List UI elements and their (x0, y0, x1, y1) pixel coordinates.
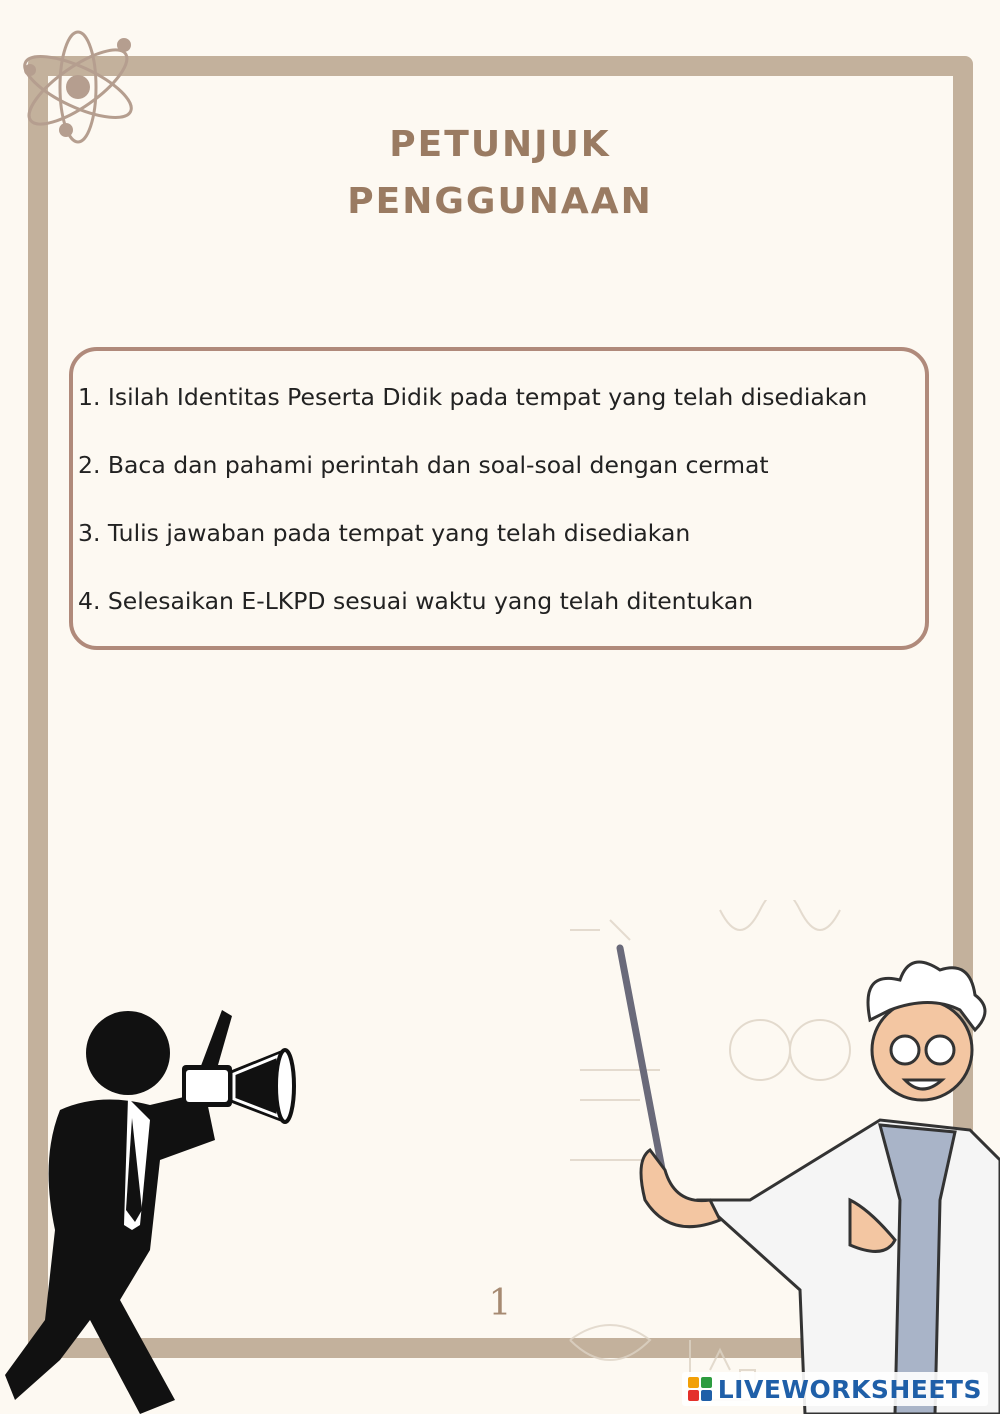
scientist-teacher-icon (550, 900, 1000, 1414)
title-line-2: PENGGUNAAN (347, 181, 653, 222)
liveworksheets-watermark[interactable] (682, 1372, 988, 1406)
megaphone-person-icon (0, 1000, 320, 1414)
watermark-text: LIVEWORKSHEETS (717, 1374, 982, 1404)
page-number: 1 (488, 1283, 512, 1324)
instruction-item: 1. Isilah Identitas Peserta Didik pada tempat yang telah disediakan (78, 383, 868, 411)
title-line-1: PETUNJUK (389, 124, 611, 165)
liveworksheets-logo-icon (688, 1377, 712, 1401)
instruction-item: 3. Tulis jawaban pada tempat yang telah disediakan (78, 519, 691, 547)
instruction-item: 4. Selesaikan E-LKPD sesuai waktu yang telah ditentukan (78, 587, 754, 615)
atom-icon (14, 30, 142, 145)
instruction-item: 2. Baca dan pahami perintah dan soal-soal dengan cermat (78, 451, 769, 479)
